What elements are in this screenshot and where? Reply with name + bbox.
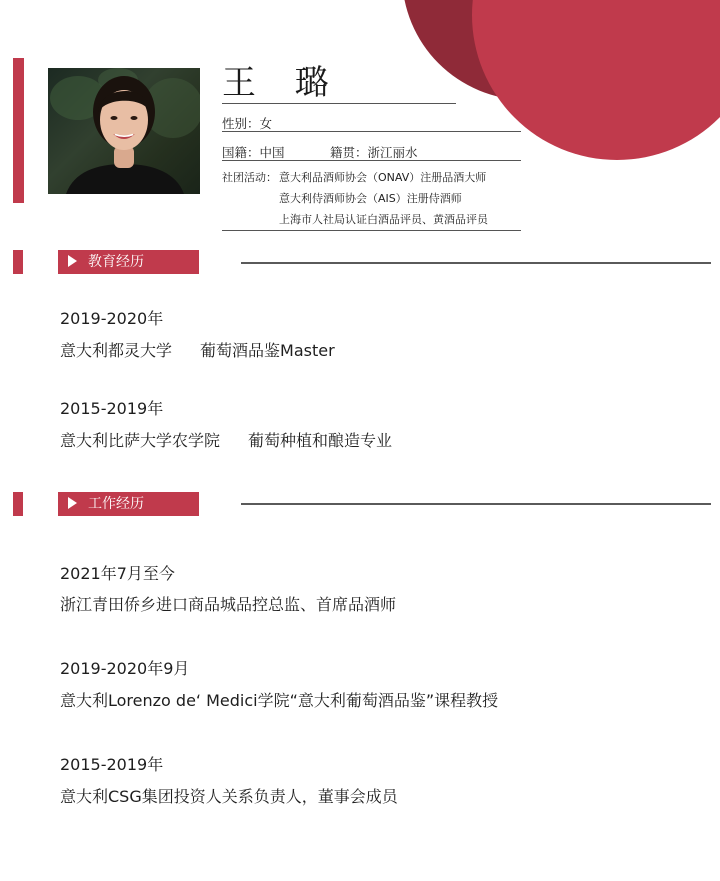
club-item: 意大利侍酒师协会（AIS）注册侍酒师 bbox=[279, 192, 462, 205]
education-school: 意大利都灵大学 bbox=[60, 341, 173, 360]
gender-label: 性别： bbox=[222, 116, 260, 131]
club-item: 上海市人社局认证白酒品评员、黄酒品评员 bbox=[279, 213, 488, 226]
education-section-line bbox=[241, 262, 711, 264]
hometown-value: 浙江丽水 bbox=[367, 145, 418, 160]
work-section-line bbox=[241, 503, 711, 505]
work-description: 意大利Lorenzo de‘ Medici学院“意大利葡萄酒品鉴”课程教授 bbox=[60, 691, 499, 710]
work-section-mark bbox=[13, 492, 23, 516]
gender-divider bbox=[222, 131, 521, 132]
education-school: 意大利比萨大学农学院 bbox=[60, 431, 221, 450]
gender-value: 女 bbox=[259, 116, 273, 131]
header-accent-bar bbox=[13, 58, 24, 203]
profile-photo bbox=[48, 68, 200, 194]
education-major: 葡萄种植和酿造专业 bbox=[248, 431, 393, 450]
education-section-mark bbox=[13, 250, 23, 274]
name-divider bbox=[222, 103, 456, 104]
education-section-title: 教育经历 bbox=[88, 254, 144, 270]
work-period: 2015-2019年 bbox=[60, 755, 164, 774]
portrait-illustration bbox=[48, 68, 200, 194]
hometown-row bbox=[330, 143, 418, 161]
play-triangle-icon bbox=[68, 497, 77, 509]
clubs-label: 社团活动： bbox=[222, 171, 277, 184]
nationality-label: 国籍： bbox=[222, 145, 260, 160]
decorative-circle bbox=[472, 0, 720, 160]
origin-divider bbox=[222, 160, 521, 161]
work-section-title: 工作经历 bbox=[88, 496, 144, 512]
education-entry bbox=[60, 338, 335, 361]
work-period: 2019-2020年9月 bbox=[60, 659, 190, 678]
education-period: 2015-2019年 bbox=[60, 399, 164, 418]
education-period: 2019-2020年 bbox=[60, 309, 164, 328]
education-major: 葡萄酒品鉴Master bbox=[200, 341, 335, 360]
nationality-value: 中国 bbox=[259, 145, 285, 160]
clubs-divider bbox=[222, 230, 521, 231]
club-item: 意大利品酒师协会（ONAV）注册品酒大师 bbox=[279, 171, 487, 184]
education-section-header bbox=[58, 250, 199, 274]
hometown-label: 籍贯： bbox=[330, 145, 368, 160]
work-section-header bbox=[58, 492, 199, 516]
play-triangle-icon bbox=[68, 255, 77, 267]
work-period: 2021年7月至今 bbox=[60, 564, 175, 583]
work-description: 浙江青田侨乡进口商品城品控总监、首席品酒师 bbox=[60, 595, 397, 614]
work-description: 意大利CSG集团投资人关系负责人，董事会成员 bbox=[60, 787, 398, 806]
gender-row bbox=[222, 114, 272, 132]
education-entry bbox=[60, 428, 392, 451]
origin-row bbox=[222, 143, 285, 161]
person-name: 王 璐 bbox=[222, 63, 343, 103]
